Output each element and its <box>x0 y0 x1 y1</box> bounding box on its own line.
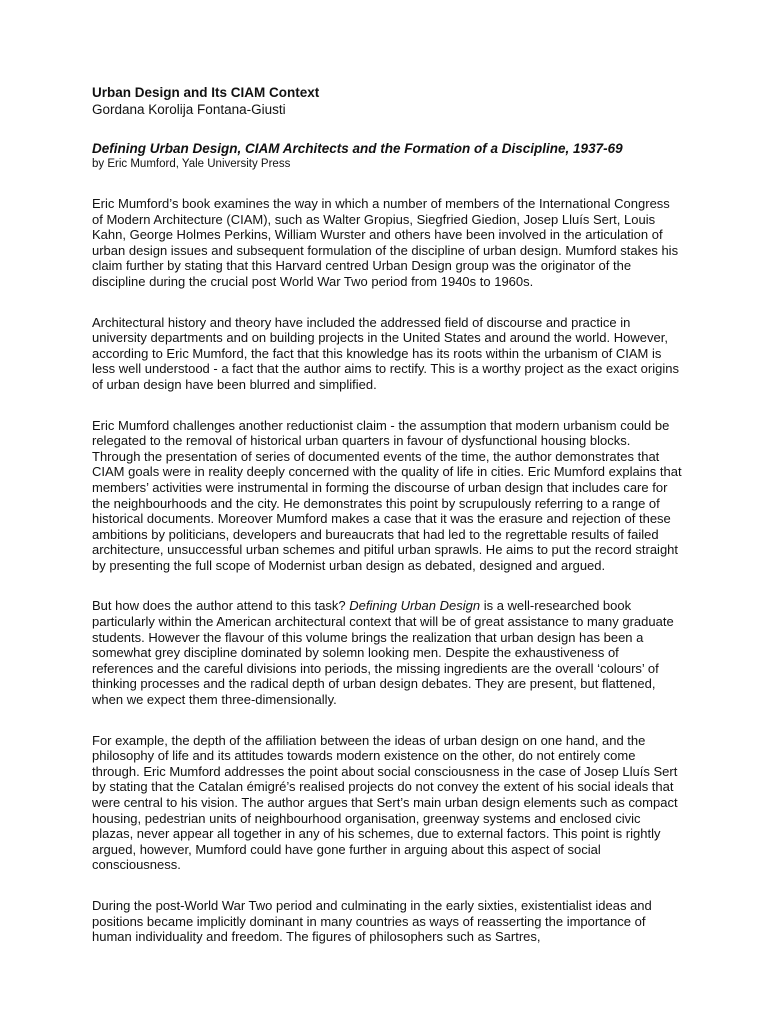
article-author: Gordana Korolija Fontana-Giusti <box>92 102 286 117</box>
paragraph-1: Eric Mumford’s book examines the way in which a number of members of the International Congress of Modern Architecture (CIAM), such as Walter Gropius, Siegfried Giedion, Josep Lluís Sert, Louis Kahn, George Holmes Perkins, William Wurster and others have been involved in the articulation of urban design issues and subsequent formulation of the discipline of urban design. Mumford stakes his claim further by stating that this Harvard centred Urban Design group was the originator of the discipline during the crucial post World War Two period from 1940s to 1960s. <box>92 196 679 289</box>
paragraph-2: Architectural history and theory have included the addressed field of discourse and practice in university departments and on building projects in the United States and around the world. However, according to Eric Mumford, the fact that this knowledge has its roots within the urbanism of CIAM is less well understood - a fact that the author aims to rectify. This is a worthy project as the exact origins of urban design have been blurred and simplified. <box>92 314 679 392</box>
paragraph-6: During the post-World War Two period and culminating in the early sixties, existentialist ideas and positions became implicitly dominant in many countries as ways of reasserting the importance of human individuality and freedom. The figures of philosophers such as Sartres, <box>92 897 652 945</box>
paragraph-3: Eric Mumford challenges another reductionist claim - the assumption that modern urbanism could be relegated to the removal of historical urban quarters in favour of dysfunctional housing blocks. Through the presentation of series of documented events of the time, the author demonstrates that CIAM goals were in reality deeply concerned with the quality of life in cities. Eric Mumford explains that members’ activities were instrumental in forming the discourse of urban design that includes care for the neighbourhoods and the city. He demonstrates this point by scrupulously referring to a range of historical documents. Moreover Mumford makes a case that it was the erasure and rejection of these ambitions by politicians, developers and bureaucrats that had led to the regrettable results of failed architecture, unsuccessful urban schemes and pitiful urban sprawls. He aims to put the record straight by presenting the full scope of Modernist urban design as debated, designed and argued. <box>92 417 682 573</box>
paragraph-4-text-start: But how does the author attend to this task? <box>92 598 350 614</box>
paragraph-4-text-end: is a well-researched book particularly within the American architectural context that will be of great assistance to many graduate students. However the flavour of this volume brings the realization that urban design has been a somewhat grey discipline dominated by solemn looking men. Despite the exhaustiveness of references and the careful divisions into periods, the missing ingredients are the overall ‘colours’ of thinking processes and the radical depth of urban design debates. They are present, but flattened, when we expect them three-dimensionally. <box>92 598 674 708</box>
article-body <box>92 84 682 945</box>
paragraph-5: For example, the depth of the affiliation between the ideas of urban design on one hand, and the philosophy of life and its attitudes towards modern existence on the other, do not entirely come through. Eric Mumford addresses the point about social consciousness in the case of Josep Lluís Sert by stating that the Catalan émigré’s realised projects do not convey the extent of his social ideals that were central to his vision. The author argues that Sert’s main urban design elements such as compact housing, pedestrian units of neighbourhood organisation, greenway systems and enclosed civic plazas, never appear all together in any of his schemes, due to external factors. This point is rightly argued, however, Mumford could have gone further in arguing about this aspect of social consciousness. <box>92 732 678 873</box>
book-byline: by Eric Mumford, Yale University Press <box>92 158 291 170</box>
book-title: Defining Urban Design, CIAM Architects and the Formation of a Discipline, 1937-69 <box>92 141 623 156</box>
article-title: Urban Design and Its CIAM Context <box>92 85 320 100</box>
paragraph-4-book-title: Defining Urban Design <box>349 598 481 614</box>
paragraph-4 <box>92 598 682 707</box>
